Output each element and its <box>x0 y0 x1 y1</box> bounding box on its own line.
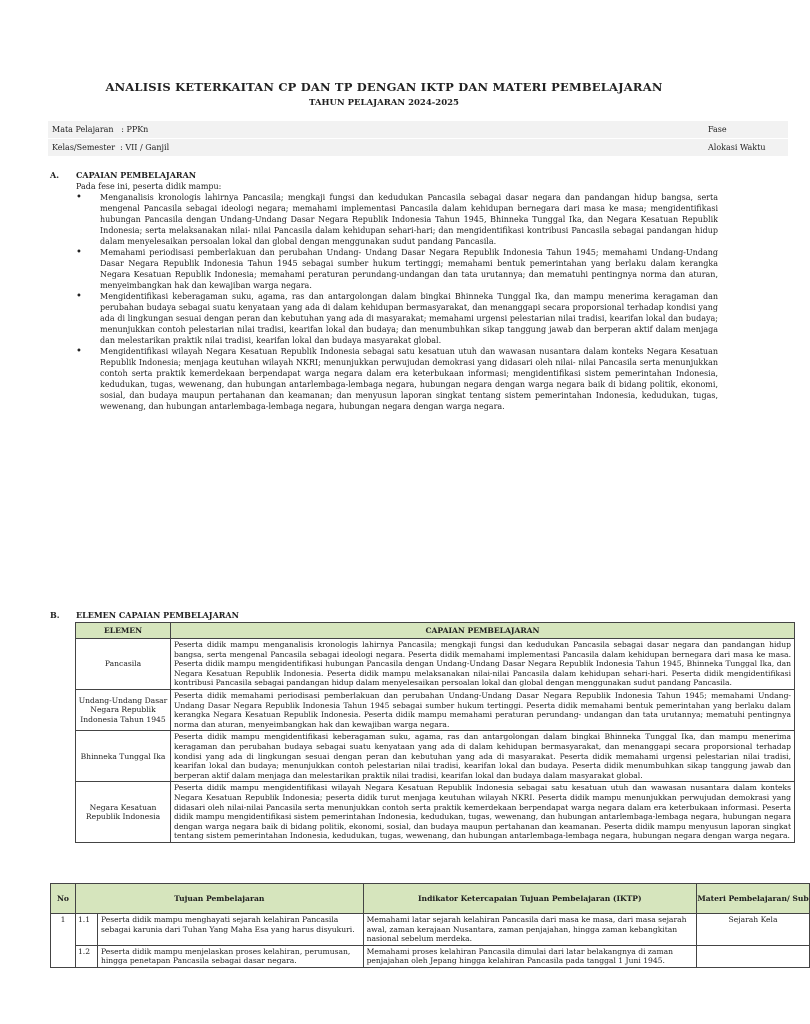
row-number-cell: 1 <box>51 914 76 968</box>
tp-iktp-table <box>50 883 810 968</box>
table-row <box>76 731 795 782</box>
phase-label: Fase <box>708 125 727 134</box>
cp-cell: Peserta didik mampu mengidentifikasi keberagaman suku, agama, ras dan antargolongan dalam bingkai Bhinneka Tunggal Ika, dan mampu menerima keragaman dan perubahan budaya sebagai suatu kenyataan yang ada di dalam kehidupan bermasyarakat, dan menanggapi secara proporsional terhadap kondisi yang ada di lingkungan sesuai dengan peran dan kebutuhan yang ada di masyarakat. Peserta didik memahami urgensi pelestarian nilai tradisi, kearifan lokal dan budaya; menunjukkan contoh pelestarian nilai tradisi, kearifan lokal dan budaya. Peserta didik menumbuhkan sikap tanggung jawab dan berperan aktif dalam menjaga dan melestarikan praktik nilai tradisi, kearifan lokal dan budaya dalam masyarakat global. <box>171 731 795 782</box>
column-header-iktp: Indikator Ketercapaian Tujuan Pembelajaran (IKTP) <box>363 884 697 914</box>
cp-cell: Peserta didik mampu menganalisis kronologis lahirnya Pancasila; mengkaji fungsi dan kedudukan Pancasila sebagai dasar negara dan pandangan hidup bangsa, serta mengenal Pancasila sebagai ideologi negara. Peserta didik memahami implementasi Pancasila dalam kehidupan bernegara dari masa ke masa. Peserta didik mampu mengidentifikasi hubungan Pancasila dengan Undang-Undang Dasar Negara Republik Indonesia Tahun 1945, Bhinneka Tunggal Ika, dan Negara Kesatuan Republik Indonesia. Peserta didik mampu melaksanakan nilai-nilai Pancasila dalam kehidupan sehari-hari. Peserta didik mengidentifikasi kontribusi Pancasila sebagai pandangan hidup dalam menyelesaikan persoalan lokal dan global dengan menggunakan sudut pandang Pancasila. <box>171 639 795 690</box>
materi-cell <box>697 945 810 967</box>
document-subtitle: TAHUN PELAJARAN 2024-2025 <box>309 98 459 108</box>
time-allocation-label: Alokasi Waktu <box>708 143 766 152</box>
section-a-title: CAPAIAN PEMBELAJARAN <box>76 170 197 180</box>
materi-cell: Sejarah Kela <box>697 914 810 946</box>
tp-number-cell: 1.2 <box>75 945 97 967</box>
column-header-elemen: ELEMEN <box>76 623 171 639</box>
cp-bullet-item: • Mengidentifikasi wilayah Negara Kesatuan Republik Indonesia sebagai satu kesatuan utuh dan wawasan nusantara dalam konteks Negara Kesatuan Republik Indonesia; menjaga keutuhan wilayah NKRI; menunjukkan perwujudan demokrasi yang didasari oleh nilai- nilai Pancasila serta menunjukkan contoh serta praktik kemerdekaan berpendapat warga negara dalam era keterbukaan informasi; mengidentifikasi sistem pemerintahan Indonesia, kedudukan, tugas, wewenang, dan hubungan antarlembaga-lembaga negara, hubungan negara dengan warga negara baik di bidang politik, ekonomi, sosial, dan budaya maupun pertahanan dan keamanan; dan menyusun laporan singkat tentang sistem pemerintahan Indonesia, kedudukan, tugas, wewenang, dan hubungan antarlembaga-lembaga negara, hubungan negara dengan warga negara. <box>76 347 718 412</box>
table-row <box>51 945 810 967</box>
table-row <box>76 782 795 843</box>
class-semester-label: Kelas/Semester : VII / Ganjil <box>52 143 170 152</box>
cp-cell: Peserta didik memahami periodisasi pemberlakuan dan perubahan Undang-Undang Dasar Negara Republik Indonesia Tahun 1945; memahami Undang-Undang Dasar Negara Republik Indonesia Tahun 1945 sebagai sumber hukum tertinggi. Peserta didik memahami bentuk pemerintahan yang berlaku dalam kerangka Negara Kesatuan Republik Indonesia. Peserta didik mampu memahami peraturan perundang- undangan dan tata urutannya; mematuhi pentingnya norma dan aturan, menyeimbangkan hak dan kewajiban warga negara. <box>171 689 795 730</box>
cp-bullet-item: • Memahami periodisasi pemberlakuan dan perubahan Undang- Undang Dasar Negara Republik Indonesia Tahun 1945; memahami Undang-Undang Dasar Negara Republik Indonesia Tahun 1945 sebagai sumber hukum tertinggi; memahami bentuk pemerintahan yang berlaku dalam kerangka Negara Kesatuan Republik Indonesia; memahami peraturan perundang-undangan dan tata urutannya; dan mematuhi pentingnya norma dan aturan, menyeimbangkan hak dan kewajiban warga negara. <box>76 248 718 292</box>
info-row-class <box>48 139 788 156</box>
elemen-cell: Pancasila <box>76 639 171 690</box>
iktp-cell: Memahami proses kelahiran Pancasila dimulai dari latar belakangnya di zaman penjajahan oleh Jepang hingga kelahiran Pancasila pada tanggal 1 Juni 1945. <box>363 945 697 967</box>
table-row <box>76 689 795 730</box>
table-row <box>76 639 795 690</box>
section-b-letter: B. <box>50 610 60 620</box>
section-b-title: ELEMEN CAPAIAN PEMBELAJARAN <box>76 610 239 620</box>
elemen-cell: Negara Kesatuan Republik Indonesia <box>76 782 171 843</box>
tp-number-cell: 1.1 <box>75 914 97 946</box>
section-a-intro: Pada fese ini, peserta didik mampu: <box>76 182 222 191</box>
column-header-no: No <box>51 884 76 914</box>
cp-bullet-item: • Mengidentifikasi keberagaman suku, agama, ras dan antargolongan dalam bingkai Bhinneka Tunggal Ika, dan mampu menerima keragaman dan perubahan budaya sebagai suatu kenyataan yang ada di dalam kehidupan bermasyarakat, dan menanggapi secara proporsional terhadap kondisi yang ada di lingkungan sesuai dengan peran dan kebutuhan yang ada di masyarakat; memahami urgensi pelestarian nilai tradisi, kearifan lokal dan budaya; menunjukkan contoh pelestarian nilai tradisi, kearifan lokal dan budaya; dan menumbuhkan sikap tanggung jawab dan berperan aktif dalam menjaga dan melestarikan praktik nilai tradisi, kearifan lokal dan budaya masyarakat global. <box>76 292 718 347</box>
cp-bullet-item: • Menganalisis kronologis lahirnya Pancasila; mengkaji fungsi dan kedudukan Pancasila sebagai dasar negara dan pandangan hidup bangsa, serta mengenal Pancasila sebagai ideologi negara; memahami implementasi Pancasila dalam kehidupan bernegara dari masa ke masa; mengidentifikasi hubungan Pancasila dengan Undang-Undang Dasar Negara Republik Indonesia Tahun 1945, Bhinneka Tunggal Ika, dan Negara Kesatuan Republik Indonesia; serta melaksanakan nilai- nilai Pancasila dalam kehidupan sehari-hari; dan mengidentifikasi kontribusi Pancasila sebagai pandangan hidup dalam menyelesaikan persoalan lokal dan global dengan menggunakan sudut pandang Pancasila. <box>76 193 718 248</box>
elemen-cell: Bhinneka Tunggal Ika <box>76 731 171 782</box>
tp-cell: Peserta didik mampu menjelaskan proses kelahiran, perumusan, hingga penetapan Pancasila sebagai dasar negara. <box>97 945 363 967</box>
info-row-subject <box>48 121 788 138</box>
column-header-cp: CAPAIAN PEMBELAJARAN <box>171 623 795 639</box>
iktp-cell: Memahami latar sejarah kelahiran Pancasila dari masa ke masa, dari masa sejarah awal, zaman kerajaan Nusantara, zaman penjajahan, hingga zaman kebangkitan nasional sebelum merdeka. <box>363 914 697 946</box>
tp-cell: Peserta didik mampu menghayati sejarah kelahiran Pancasila sebagai karunia dari Tuhan Yang Maha Esa yang harus disyukuri. <box>97 914 363 946</box>
column-header-tp: Tujuan Pembelajaran <box>75 884 363 914</box>
elemen-cell: Undang-Undang Dasar Negara Republik Indonesia Tahun 1945 <box>76 689 171 730</box>
table-header-row <box>51 884 810 914</box>
cp-bullet-list <box>76 193 718 413</box>
element-cp-table <box>75 622 795 843</box>
subject-label: Mata Pelajaran : PPKn <box>52 125 149 134</box>
column-header-materi: Materi Pembelajaran/ Sub <box>697 884 810 914</box>
table-row <box>51 914 810 946</box>
document-title: ANALISIS KETERKAITAN CP DAN TP DENGAN IKTP DAN MATERI PEMBELAJARAN <box>105 80 663 94</box>
section-a-letter: A. <box>50 170 59 180</box>
table-header-row <box>76 623 795 639</box>
cp-cell: Peserta didik mampu mengidentifikasi wilayah Negara Kesatuan Republik Indonesia sebagai satu kesatuan utuh dan wawasan nusantara dalam konteks Negara Kesatuan Republik Indonesia; peserta didik turut menjaga keutuhan wilayah NKRI. Peserta didik mampu menunjukkan perwujudan demokrasi yang didasari oleh nilai-nilai Pancasila serta menunjukkan contoh serta praktik kemerdekaan berpendapat warga negara dalam era keterbukaan informasi. Peserta didik mampu mengidentifikasi sistem pemerintahan Indonesia, kedudukan, tugas, wewenang, dan hubungan antarlembaga-lembaga negara, hubungan negara dengan warga negara baik di bidang politik, ekonomi, sosial, dan budaya maupun pertahanan dan keamanan. Peserta didik mampu menyusun laporan singkat tentang sistem pemerintahan Indonesia, kedudukan, tugas, wewenang, dan hubungan antarlembaga-lembaga negara, hubungan negara dengan warga negara. <box>171 782 795 843</box>
